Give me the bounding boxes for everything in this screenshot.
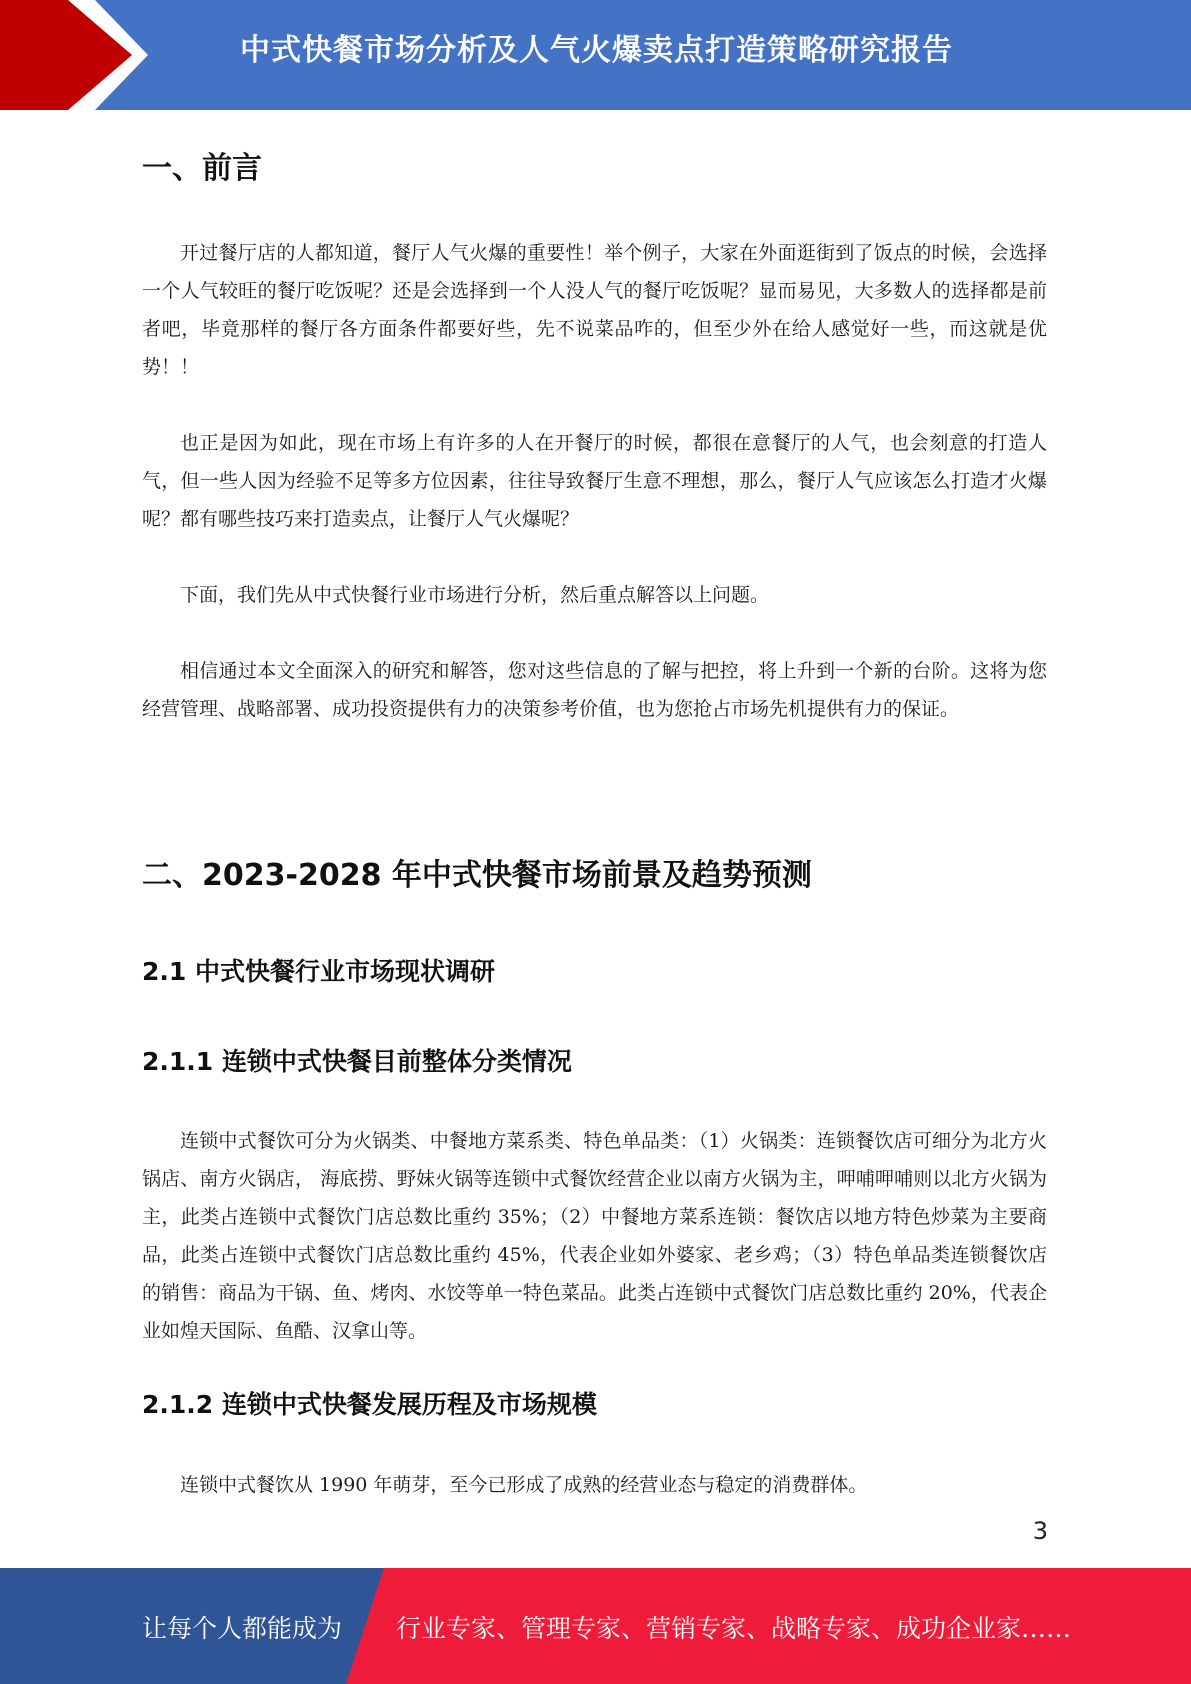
section-1-paragraph-2: 也正是因为如此，现在市场上有许多的人在开餐厅的时候，都很在意餐厅的人气，也会刻意的打造人气，但一些人因为经验不足等多方位因素，往往导致餐厅生意不理想，那么，餐厅人气应该怎么打造才火爆呢？都有哪些技巧来打造卖点，让餐厅人气火爆呢？ xyxy=(142,432,1047,530)
section-2-1-1-heading: 2.1.1 连锁中式快餐目前整体分类情况 xyxy=(142,1047,572,1076)
section-2-1-heading: 2.1 中式快餐行业市场现状调研 xyxy=(142,957,495,986)
report-title: 中式快餐市场分析及人气火爆卖点打造策略研究报告 xyxy=(240,33,953,68)
section-2-1-2-heading: 2.1.2 连锁中式快餐发展历程及市场规模 xyxy=(142,1390,597,1419)
page-header xyxy=(0,0,1191,110)
section-1-paragraph-4: 相信通过本文全面深入的研究和解答，您对这些信息的了解与把控，将上升到一个新的台阶。这将为您经营管理、战略部署、成功投资提供有力的决策参考价值，也为您抢占市场先机提供有力的保证。 xyxy=(142,660,1047,720)
section-1-heading: 一、前言 xyxy=(142,151,262,186)
page-number: 3 xyxy=(1032,1517,1048,1545)
section-2-1-2-paragraph: 连锁中式餐饮从 1990 年萌芽，至今已形成了成熟的经营业态与稳定的消费群体。 xyxy=(180,1474,868,1496)
section-1-paragraph-1: 开过餐厅店的人都知道，餐厅人气火爆的重要性！举个例子，大家在外面逛街到了饭点的时候，会选择一个人气较旺的餐厅吃饭呢？还是会选择到一个人没人气的餐厅吃饭呢？显而易见，大多数人的选择都是前者吧，毕竟那样的餐厅各方面条件都要好些，先不说菜品咋的，但至少外在给人感觉好一些，而这就是优势！！ xyxy=(142,242,1047,378)
section-2-heading: 二、2023-2028 年中式快餐市场前景及趋势预测 xyxy=(142,858,812,893)
page-footer xyxy=(0,1568,1191,1684)
footer-slogan-left: 让每个人都能成为 xyxy=(142,1614,343,1643)
section-2-1-1-paragraph: 连锁中式餐饮可分为火锅类、中餐地方菜系类、特色单品类：（1）火锅类：连锁餐饮店可细分为北方火锅店、南方火锅店， 海底捞、野妹火锅等连锁中式餐饮经营企业以南方火锅为主，呷哺呷哺则以北方火锅为主，此类占连锁中式餐饮门店总数比重约 35%；（2）中餐地方菜系连锁：餐饮店以地方特色炒菜为主要商品，此类占连锁中式餐饮门店总数比重约 45%，代表企业如外婆家、老乡鸡；（3）特色单品类连锁餐饮店的销售：商品为干锅、鱼、烤肉、水饺等单一特色菜品。此类占连锁中式餐饮门店总数比重约 20%，代表企业如煌天国际、鱼酷、汉拿山等。 xyxy=(142,1130,1047,1342)
footer-slogan-right: 行业专家、管理专家、营销专家、战略专家、成功企业家…… xyxy=(396,1614,1072,1643)
section-1-paragraph-3: 下面，我们先从中式快餐行业市场进行分析，然后重点解答以上问题。 xyxy=(180,584,770,606)
